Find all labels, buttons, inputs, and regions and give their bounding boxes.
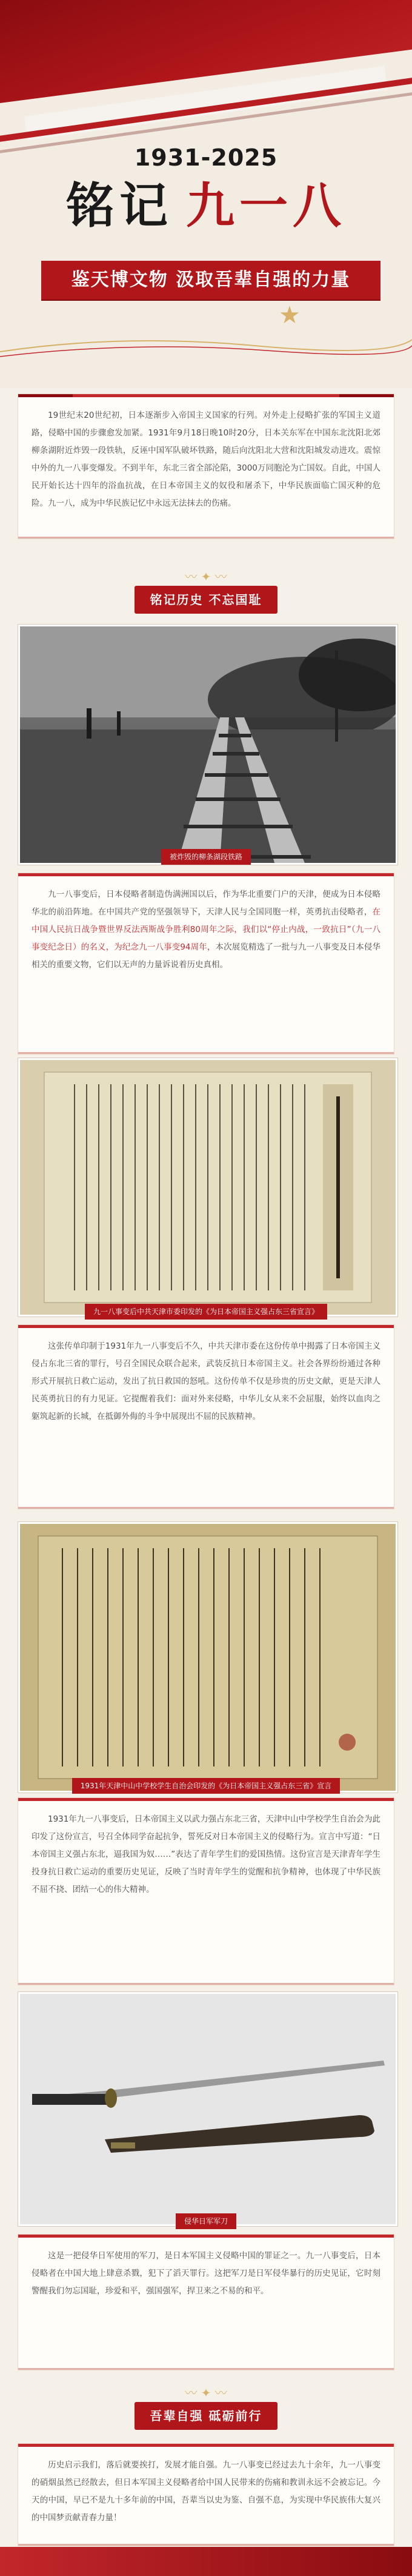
star-icon: ★ xyxy=(279,301,301,329)
title-part-2: 九一八 xyxy=(186,178,346,234)
declaration-illustration xyxy=(20,1524,396,1791)
photo2-caption xyxy=(0,1304,412,1320)
closing-card xyxy=(18,2444,394,2546)
photo1-caption xyxy=(0,849,412,865)
years-range: 1931-2025 xyxy=(134,144,278,171)
intro-paragraph: 19世纪末20世纪初，日本逐渐步入帝国主义国家的行列。对外走上侵略扩张的军国主义道路，侵略中国的步骤愈发加紧。1931年9月18日晚10时20分，日本关东军在中国东北沈阳北郊柳条湖附近炸毁一段铁轨，反诬中国军队破坏铁路，随后向沈阳北大营和沈阳城发动进攻。震惊中外的九一八事变爆发。不到半年，东北三省全部沦陷，3000万同胞沦为亡国奴。自此，中国人民开始长达十四年的浴血抗战，在日本帝国主义的奴役和屠杀下，中华民族面临亡国灭种的危险。九一八，成为中华民族记忆中永远无法抹去的伤痛。 xyxy=(32,411,380,508)
photo1-caption-text: 被炸毁的柳条湖段铁路 xyxy=(161,849,251,865)
section-label-1: 铭记历史 不忘国耻 xyxy=(135,586,278,614)
photo4-caption-text: 侵华日军军刀 xyxy=(176,2213,236,2229)
para4-text: 这是一把侵华日军使用的军刀，是日本军国主义侵略中国的罪证之一。九一八事变后，日本侵略者在中国大地上肆意杀戮，犯下了滔天罪行。这把军刀是日军侵华暴行的历史见证，它时刻警醒我们勿忘国耻，珍爱和平，强国强军，捍卫来之不易的和平。 xyxy=(32,2251,380,2296)
para3-text: 1931年九一八事变后，日本帝国主义以武力强占东北三省，天津中山中学校学生自治会为此印发了这份宣言，号召全体同学奋起抗争，誓死反对日本帝国主义的侵略行为。宣言中写道：“日本帝国主义强占东北，逼我国为奴……”表达了青年学生们的爱国热情。这份宣言是天津青年学生投身抗日救亡运动的重要历史见证，反映了当时青年学生的觉醒和抗争精神，也体现了中华民族不屈不挠、团结一心的伟大精神。 xyxy=(32,1814,380,1894)
sword-photo xyxy=(18,1992,397,2226)
para2-card xyxy=(18,1325,394,1509)
intro-card xyxy=(18,394,394,538)
leaflet-illustration xyxy=(20,1060,396,1315)
para4-card xyxy=(18,2235,394,2370)
sword-illustration xyxy=(20,1994,396,2224)
leaflet-photo xyxy=(18,1058,397,1317)
main-title xyxy=(0,176,412,236)
railway-photo xyxy=(18,625,397,865)
bugle-icon: 〰 ✦ 〰 xyxy=(185,2386,227,2400)
railway-illustration xyxy=(20,626,396,863)
para1-card xyxy=(18,873,394,1054)
para3-card xyxy=(18,1798,394,1985)
bugle-icon: 〰 ✦ 〰 xyxy=(185,569,227,584)
section-label-2: 吾辈自强 砥砺前行 xyxy=(135,2402,278,2430)
photo3-caption-text: 1931年天津中山中学校学生自治会印发的《为日本帝国主义强占东三省》宣言 xyxy=(72,1778,341,1794)
declaration-photo xyxy=(18,1522,397,1793)
para2-text: 这张传单印制于1931年九一八事变后不久，中共天津市委在这份传单中揭露了日本帝国主义侵占东北三省的罪行，号召全国民众联合起来，武装反抗日本帝国主义。社会各界纷纷通过各种形式开展抗日救亡运动，发出了抗日救国的怒吼。这份传单不仅是珍贵的历史文献，更是天津人民英勇抗日的有力见证。它提醒着我们：面对外来侵略，中华儿女从来不会屈服，始终以血肉之躯筑起新的长城，在抵御外侮的斗争中展现出不屈的民族精神。 xyxy=(32,1341,380,1421)
title-part-1: 铭记 xyxy=(66,178,173,234)
header-banner xyxy=(0,0,412,388)
para1-text: 九一八事变后，日本侵略者制造伪满洲国以后，作为华北重要门户的天津，便成为日本侵略华北的前沿阵地。在中国共产党的坚强领导下，天津人民与全国同胞一样，英勇抗击侵略者，在中国人民抗日战争暨世界反法西斯战争胜利80周年之际，我们以“停止内战，一致抗日”（九一八事变纪念日）的名义，为纪念九一八事变94周年，本次展览精选了一批与九一八事变及日本侵华相关的重要文物，它们以无声的力量诉说着历史真相。 xyxy=(32,890,380,970)
photo4-caption xyxy=(0,2213,412,2229)
section-title-2 xyxy=(0,2386,412,2430)
footer-bar xyxy=(0,2547,412,2576)
section-title-1 xyxy=(0,570,412,614)
photo3-caption xyxy=(0,1778,412,1794)
subtitle-banner xyxy=(41,261,380,300)
subtitle-text: 鉴天博文物 汲取吾辈自强的力量 xyxy=(71,269,351,290)
ribbon-decoration xyxy=(0,327,412,364)
photo2-caption-text: 九一八事变后中共天津市委印发的《为日本帝国主义强占东三省宣言》 xyxy=(85,1304,327,1320)
closing-text: 历史启示我们，落后就要挨打，发展才能自强。九一八事变已经过去九十余年，九一八事变的硝烟虽然已经散去，但日本军国主义侵略者给中国人民带来的伤痛和教训永远不会被忘记。今天的中国，早已不是九十多年前的中国，吾辈当以史为鉴、自强不息，为实现中华民族伟大复兴的中国梦贡献青春力量！ xyxy=(32,2460,380,2523)
